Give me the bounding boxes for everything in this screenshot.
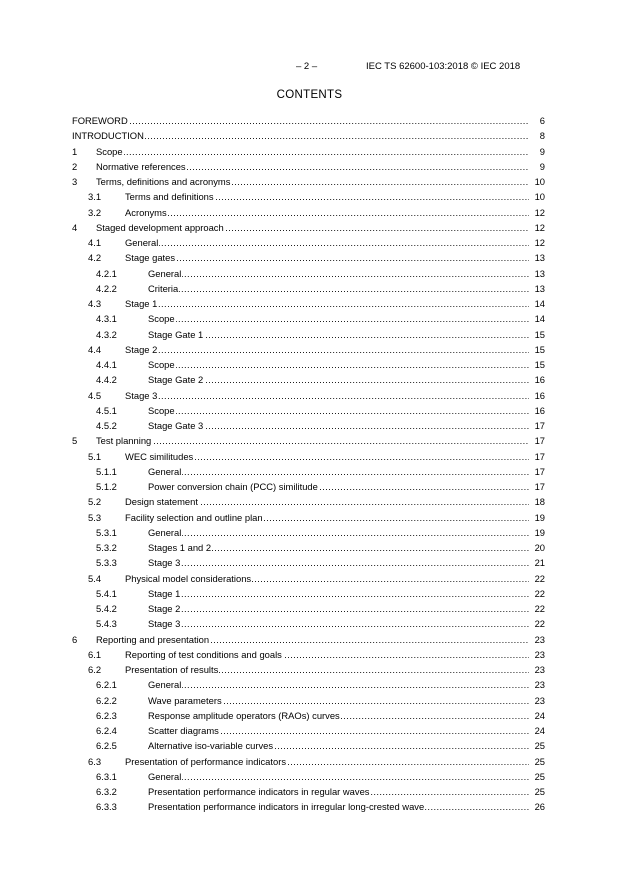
toc-entry-title-leader	[148, 784, 529, 799]
toc-entry-number: 4.3.1	[96, 313, 117, 325]
toc-entry[interactable]	[72, 388, 545, 403]
toc-entry-number: 4.5.2	[96, 420, 117, 431]
toc-entry-number: 5.4	[88, 572, 102, 584]
toc-entry-page: 19	[534, 526, 545, 538]
toc-entry-page: 14	[534, 298, 545, 309]
toc-entry[interactable]	[72, 571, 545, 586]
toc-entry-title-leader	[96, 159, 529, 174]
toc-entry-number: 3.1	[88, 191, 102, 203]
toc-entry-title: Stage 2	[148, 603, 181, 614]
toc-entry-title: Stage 1	[125, 298, 158, 309]
toc-entry-page: 13	[534, 252, 545, 264]
page-title: CONTENTS	[276, 89, 343, 101]
toc-entry-title: Response amplitude operators (RAOs) curves	[148, 709, 340, 721]
toc-entry-title: General	[125, 237, 159, 248]
toc-entry-title-leader	[148, 677, 529, 692]
toc-entry-title-leader	[125, 235, 529, 250]
toc-entry-number: 5.2	[88, 496, 102, 508]
toc-entry-number: 6.2	[88, 664, 102, 675]
toc-entry-title: Reporting and presentation	[96, 633, 210, 645]
toc-entry[interactable]	[72, 311, 545, 326]
toc-entry-title: Power conversion chain (PCC) similitude	[148, 481, 318, 492]
toc-entry-title-leader	[72, 128, 529, 143]
toc-entry-title: INTRODUCTION	[72, 130, 144, 142]
toc-entry-title-leader	[148, 418, 529, 433]
toc-entry-number: 6.3.1	[96, 770, 117, 782]
toc-entry[interactable]	[72, 418, 545, 433]
toc-entry-page: 9	[539, 160, 545, 172]
toc-entry[interactable]	[72, 296, 545, 311]
toc-entry-number: 2	[72, 160, 78, 172]
toc-entry-page: 17	[534, 465, 545, 477]
toc-entry-title: Stage gates	[125, 252, 176, 264]
toc-entry-title-leader	[125, 296, 529, 311]
toc-entry-title: General	[148, 679, 182, 691]
toc-entry-title-leader	[148, 601, 529, 616]
toc-entry-page: 25	[534, 755, 545, 767]
toc-entry-number: 4	[72, 221, 78, 233]
toc-entry-title-leader	[96, 433, 529, 448]
toc-entry-title: Criteria	[148, 282, 179, 294]
toc-entry-number: 4.5	[88, 389, 102, 401]
toc-entry-number: 4.3.2	[96, 328, 117, 340]
toc-entry-page: 26	[534, 801, 545, 813]
toc-entry-page: 15	[534, 359, 545, 370]
toc-entry-number: 5.1	[88, 450, 102, 462]
toc-entry-page: 23	[534, 633, 545, 645]
toc-entry-number: 6	[72, 633, 78, 645]
toc-entry-page: 19	[534, 511, 545, 523]
toc-entry-page: 23	[534, 664, 545, 675]
toc-entry-title-leader	[96, 220, 529, 235]
toc-entry-title: Stages 1 and 2	[148, 542, 212, 553]
toc-entry-title-leader	[148, 693, 529, 708]
toc-entry-title-leader	[125, 494, 529, 509]
toc-entry-title-leader	[125, 388, 529, 403]
toc-entry[interactable]	[72, 540, 545, 555]
toc-entry[interactable]	[72, 464, 545, 479]
toc-entry-page: 13	[534, 267, 545, 279]
toc-entry[interactable]	[72, 128, 545, 143]
toc-entry[interactable]	[72, 632, 545, 647]
toc-entry-page: 24	[534, 725, 545, 736]
toc-entry-number: 4.4	[88, 343, 102, 355]
toc-entry-number: 6.2.1	[96, 679, 117, 691]
toc-entry[interactable]	[72, 616, 545, 631]
toc-entry-title-leader	[125, 647, 529, 662]
toc-entry-title-leader	[96, 174, 529, 189]
toc-entry-page: 25	[534, 786, 545, 797]
standard-reference: IEC TS 62600-103:2018 © IEC 2018	[366, 61, 521, 72]
toc-entry-title: General	[148, 465, 182, 477]
toc-entry-title: Physical model considerations	[125, 572, 252, 584]
toc-entry-number: 6.3.3	[96, 801, 117, 813]
toc-entry-title-leader	[72, 113, 529, 128]
toc-entry-page: 23	[534, 679, 545, 691]
toc-entry-title-leader	[148, 372, 529, 387]
toc-entry-title-leader	[148, 723, 529, 738]
toc-entry-page: 12	[534, 221, 545, 233]
toc-entry-page: 15	[534, 343, 545, 355]
toc-entry-page: 14	[534, 313, 545, 325]
toc-entry[interactable]	[72, 281, 545, 296]
toc-entry[interactable]	[72, 708, 545, 723]
toc-entry[interactable]	[72, 601, 545, 616]
toc-entry-title-leader	[96, 144, 529, 159]
toc-entry-number: 1	[72, 145, 78, 157]
toc-entry-title: Terms, definitions and acronyms	[96, 176, 231, 187]
toc-entry-number: 5.4.2	[96, 603, 117, 614]
toc-entry-title-leader	[148, 479, 529, 494]
toc-entry-page: 17	[534, 481, 545, 492]
toc-entry[interactable]	[72, 113, 545, 128]
toc-entry-number: 4.3	[88, 298, 102, 309]
toc-entry-page: 17	[534, 450, 545, 462]
toc-entry-title: Scope	[148, 404, 175, 416]
toc-entry-page: 22	[534, 618, 545, 630]
toc-entry-title-leader	[148, 799, 529, 814]
toc-entry-title: Presentation of results	[125, 664, 219, 675]
toc-entry-title-leader	[148, 357, 529, 372]
toc-entry-number: 6.1	[88, 648, 102, 660]
toc-entry-number: 4.1	[88, 237, 102, 248]
toc-entry-number: 5.1.2	[96, 481, 117, 492]
toc-entry-title: Stage Gate 3	[148, 420, 204, 431]
toc-entry[interactable]	[72, 327, 545, 342]
toc-entry-title-leader	[148, 281, 529, 296]
toc-entry-number: 3	[72, 176, 78, 187]
toc-entry-number: 6.2.3	[96, 709, 117, 721]
toc-entry-title-leader	[148, 708, 529, 723]
toc-entry-title: General	[148, 526, 182, 538]
toc-entry-title-leader	[125, 189, 529, 204]
toc-entry[interactable]	[72, 525, 545, 540]
toc-entry-number: 5.4.1	[96, 587, 117, 599]
toc-entry[interactable]	[72, 403, 545, 418]
toc-entry[interactable]	[72, 144, 545, 159]
toc-entry-number: 5.4.3	[96, 618, 117, 630]
toc-entry-page: 9	[539, 145, 545, 157]
toc-entry-number: 6.2.2	[96, 694, 117, 706]
toc-entry-page: 20	[534, 542, 545, 553]
toc-entry-page: 23	[534, 694, 545, 706]
toc-entry-title-leader	[148, 403, 529, 418]
toc-entry-title-leader	[148, 464, 529, 479]
toc-entry-number: 6.3	[88, 755, 102, 767]
toc-entry-page: 12	[534, 237, 545, 248]
toc-entry-number: 6.2.5	[96, 740, 117, 752]
toc-entry-title: Alternative iso-variable curves	[148, 740, 274, 752]
toc-entry-number: 5.1.1	[96, 465, 117, 477]
toc-entry-page: 16	[534, 404, 545, 416]
toc-entry-number: 6.2.4	[96, 725, 117, 736]
toc-entry-title: Stage Gate 1	[148, 328, 204, 340]
toc-entry-number: 5.3.2	[96, 542, 117, 553]
toc-entry-title: Facility selection and outline plan	[125, 511, 263, 523]
toc-entry-title-leader	[148, 266, 529, 281]
toc-entry[interactable]	[72, 693, 545, 708]
toc-entry-title: Design statement	[125, 496, 198, 508]
toc-entry[interactable]	[72, 769, 545, 784]
toc-entry[interactable]	[72, 250, 545, 265]
toc-entry[interactable]	[72, 342, 545, 357]
toc-entry[interactable]	[72, 799, 545, 814]
toc-entry[interactable]	[72, 159, 545, 174]
toc-entry[interactable]	[72, 220, 545, 235]
toc-entry-page: 25	[534, 770, 545, 782]
toc-entry[interactable]	[72, 494, 545, 509]
toc-entry-number: 4.2.2	[96, 282, 117, 294]
toc-entry-title: Stage 1	[148, 587, 181, 599]
toc-entry[interactable]	[72, 723, 545, 738]
toc-entry-page: 17	[534, 435, 545, 447]
toc-entry-title: Terms and definitions	[125, 191, 214, 203]
toc-entry-title-leader	[125, 250, 529, 265]
toc-entry-title-leader	[148, 525, 529, 540]
toc-entry[interactable]	[72, 510, 545, 525]
toc-entry-page: 6	[539, 115, 545, 126]
toc-entry-title: Presentation performance indicators in regular waves	[148, 786, 370, 797]
toc-entry[interactable]	[72, 754, 545, 769]
toc-entry-page: 13	[534, 282, 545, 294]
toc-entry-title-leader	[148, 616, 529, 631]
toc-entry-number: 5.3	[88, 511, 102, 523]
toc-entry-title: Scope	[148, 313, 175, 325]
toc-entry-number: 4.5.1	[96, 404, 117, 416]
toc-entry-title: Stage 2	[125, 343, 158, 355]
toc-entry-title: WEC similitudes	[125, 450, 194, 462]
toc-entry-title: Normative references	[96, 160, 186, 172]
toc-entry-page: 8	[539, 130, 545, 142]
toc-entry-title-leader	[148, 327, 529, 342]
toc-entry-title-leader	[125, 754, 529, 769]
toc-entry-title-leader	[148, 555, 529, 570]
toc-entry-title: FOREWORD	[72, 115, 128, 126]
toc-entry-number: 6.3.2	[96, 786, 117, 797]
toc-entry[interactable]	[72, 555, 545, 570]
toc-entry[interactable]	[72, 784, 545, 799]
toc-entry-page: 10	[534, 176, 545, 187]
toc-entry-number: 4.2	[88, 252, 102, 264]
toc-entry[interactable]	[72, 586, 545, 601]
toc-entry-page: 16	[534, 374, 545, 386]
toc-entry-title: Acronyms	[125, 206, 167, 218]
toc-entry-number: 4.4.1	[96, 359, 117, 370]
toc-entry-title-leader	[96, 632, 529, 647]
toc-entry-title: General	[148, 770, 182, 782]
toc-entry-page: 18	[534, 496, 545, 508]
toc-entry-page: 10	[534, 191, 545, 203]
toc-entry-title-leader	[125, 510, 529, 525]
toc-entry[interactable]	[72, 357, 545, 372]
toc-entry-title-leader	[148, 311, 529, 326]
page-number: – 2 –	[296, 61, 318, 72]
toc-entry[interactable]	[72, 189, 545, 204]
toc-entry-page: 23	[534, 648, 545, 660]
toc-entry-title: Scope	[148, 359, 175, 370]
toc-entry-title-leader	[148, 586, 529, 601]
toc-entry-title-leader	[125, 342, 529, 357]
toc-entry-page: 22	[534, 603, 545, 614]
toc-entry[interactable]	[72, 662, 545, 677]
toc-entry-title-leader	[148, 540, 529, 555]
toc-entry-title: Stage 3	[148, 557, 181, 569]
toc-entry-title: Scatter diagrams	[148, 725, 219, 736]
toc-entry-number: 5	[72, 435, 78, 447]
toc-entry-title-leader	[125, 449, 529, 464]
toc-entry-page: 15	[534, 328, 545, 340]
toc-entry[interactable]	[72, 266, 545, 281]
toc-entry-title: Wave parameters	[148, 694, 222, 706]
toc-entry[interactable]	[72, 449, 545, 464]
toc-entry[interactable]	[72, 738, 545, 753]
toc-entry[interactable]	[72, 479, 545, 494]
toc-entry-number: 4.2.1	[96, 267, 117, 279]
toc-entry-page: 22	[534, 572, 545, 584]
toc-entry-page: 22	[534, 587, 545, 599]
toc-entry-title-leader	[148, 738, 529, 753]
toc-entry[interactable]	[72, 205, 545, 220]
toc-entry-number: 4.4.2	[96, 374, 117, 386]
table-of-contents	[72, 113, 545, 815]
toc-entry-page: 12	[534, 206, 545, 218]
toc-entry-page: 16	[534, 389, 545, 401]
toc-entry-title: General	[148, 267, 182, 279]
toc-entry-page: 24	[534, 709, 545, 721]
toc-entry-number: 3.2	[88, 206, 102, 218]
toc-entry-title-leader	[125, 571, 529, 586]
toc-entry-title: Presentation performance indicators in irregular long-crested wave	[148, 801, 425, 813]
toc-entry-number: 5.3.3	[96, 557, 117, 569]
toc-entry[interactable]	[72, 677, 545, 692]
toc-entry-title: Stage 3	[125, 389, 158, 401]
toc-entry-title: Stage Gate 2	[148, 374, 204, 386]
toc-entry-page: 25	[534, 740, 545, 752]
toc-entry-title: Staged development approach	[96, 221, 224, 233]
toc-entry-title: Stage 3	[148, 618, 181, 630]
toc-entry-title-leader	[125, 205, 529, 220]
toc-entry-title-leader	[148, 769, 529, 784]
toc-entry-title: Scope	[96, 145, 123, 157]
page-header	[0, 61, 619, 75]
toc-entry-title: Test planning	[96, 435, 152, 447]
toc-entry-title: Presentation of performance indicators	[125, 755, 287, 767]
toc-entry-title-leader	[125, 662, 529, 677]
toc-entry-page: 17	[534, 420, 545, 431]
toc-entry[interactable]	[72, 235, 545, 250]
toc-entry[interactable]	[72, 174, 545, 189]
toc-entry-page: 21	[534, 557, 545, 569]
toc-entry[interactable]	[72, 372, 545, 387]
toc-entry-title: Reporting of test conditions and goals	[125, 648, 282, 660]
toc-entry-number: 5.3.1	[96, 526, 117, 538]
toc-entry[interactable]	[72, 647, 545, 662]
toc-entry[interactable]	[72, 433, 545, 448]
